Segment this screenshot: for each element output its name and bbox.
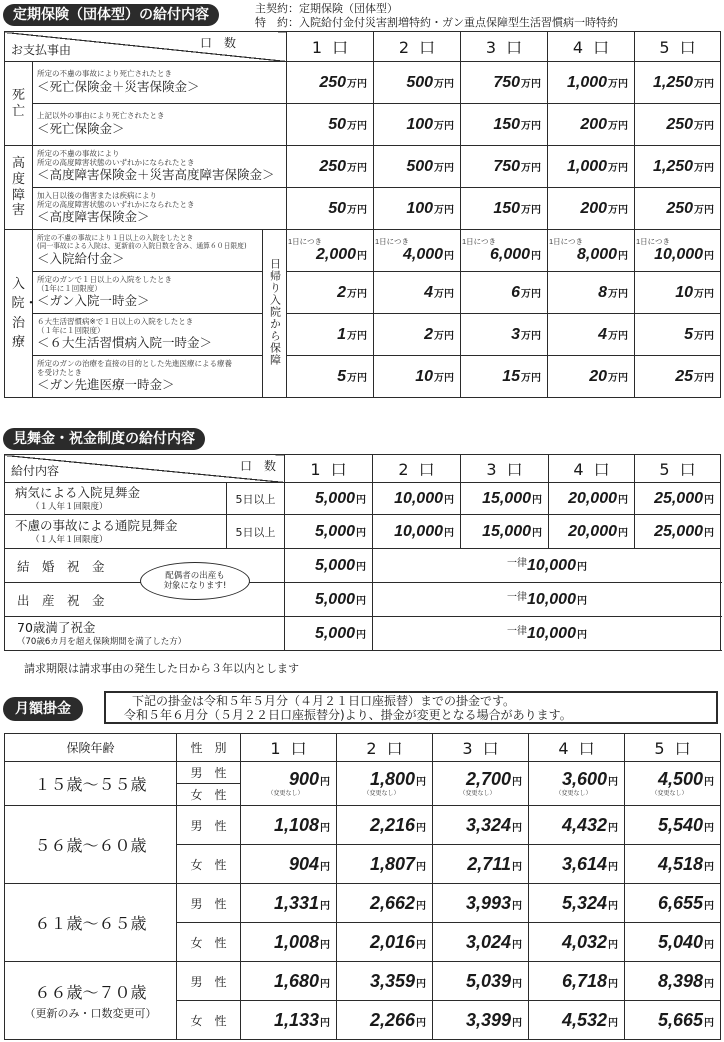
value-cell: 15万円 xyxy=(461,356,548,398)
col-header: 4口 xyxy=(529,734,625,762)
value-cell: 5,665円 xyxy=(625,1001,721,1040)
female-label: 女 性 xyxy=(177,1001,241,1040)
value-cell: 2,662円 xyxy=(337,884,433,923)
value-cell: 1日につき 6,000円 xyxy=(461,230,548,272)
gift-label: 病気による入院見舞金 xyxy=(15,485,141,500)
col-header: 2口 xyxy=(337,734,433,762)
value-cell: 100万円 xyxy=(374,104,461,146)
row-desc: 加入日以後の傷害または疾病により 所定の高度障害状態のいずれかになられたとき xyxy=(37,191,195,209)
col-header: 5口 xyxy=(635,455,721,483)
value-cell: 10万円 xyxy=(374,356,461,398)
row-desc: ６大生活習慣病※で１日以上の入院をしたとき （１年に１回限度） xyxy=(37,317,194,335)
value-cell: 100万円 xyxy=(374,188,461,230)
premium-row xyxy=(5,884,721,923)
group-death xyxy=(5,62,33,146)
value-cell: 4,500円 （変更なし） xyxy=(625,762,721,806)
value-cell: 1,807円 xyxy=(337,845,433,884)
value-cell: 25,000円 xyxy=(635,515,721,549)
value-cell: 150万円 xyxy=(461,104,548,146)
row-name: ＜死亡保険金＋災害保険金＞ xyxy=(37,79,200,94)
female-label: 女 性 xyxy=(177,923,241,962)
row-desc: 上記以外の事由により死亡されたとき xyxy=(37,111,165,121)
value-cell: 1,800円 （変更なし） xyxy=(337,762,433,806)
value-cell: 4万円 xyxy=(374,272,461,314)
benefit-header-row xyxy=(5,32,721,62)
claim-deadline-note: 請求期限は請求事由の発生した日から３年以内とします xyxy=(24,662,299,675)
age-group xyxy=(5,962,177,1040)
value-cell: 2,216円 xyxy=(337,806,433,845)
age-group: ６１歳～６５歳 xyxy=(5,884,177,962)
section1-title: 定期保険（団体型）の給付内容 xyxy=(3,4,219,26)
premium-row xyxy=(5,806,721,845)
value-cell: 250万円 xyxy=(635,104,721,146)
value-cell: 8,398円 xyxy=(625,962,721,1001)
benefit-row xyxy=(5,314,721,356)
value-cell: 3,024円 xyxy=(433,923,529,962)
value-cell: 200万円 xyxy=(548,104,635,146)
value-cell: 1,108円 xyxy=(241,806,337,845)
gift-table xyxy=(4,454,721,651)
benefit-row xyxy=(5,356,721,398)
value-cell: 1,250万円 xyxy=(635,146,721,188)
daytrip-note: 日帰り入院から保障 xyxy=(268,257,282,366)
value-cell: 3,359円 xyxy=(337,962,433,1001)
value-cell: 500万円 xyxy=(374,146,461,188)
value-cell: 250万円 xyxy=(635,188,721,230)
row-name: ＜高度障害保険金＋災害高度障害保険金＞ xyxy=(37,167,275,183)
gift-row xyxy=(5,617,721,651)
value-cell: 1日につき 4,000円 xyxy=(374,230,461,272)
col-header: 2口 xyxy=(373,455,461,483)
group-hospital xyxy=(5,230,38,398)
value-cell: 2,266円 xyxy=(337,1001,433,1040)
row-desc: 所定のガンの治療を直接の目的とした先進医療による療養 を受けたとき xyxy=(37,359,232,377)
gift-label: 不慮の事故による通院見舞金 xyxy=(15,518,178,533)
value-cell: 250万円 xyxy=(287,146,374,188)
col-header: 5口 xyxy=(625,734,721,762)
value-cell: 1日につき 10,000円 xyxy=(635,230,721,272)
row-name: ＜死亡保険金＞ xyxy=(37,121,125,136)
flat-value-cell: $^{一律}$10,000円 xyxy=(373,617,721,651)
value-cell: 1,008円 xyxy=(241,923,337,962)
value-cell: 1万円 xyxy=(287,314,374,356)
benefit-row xyxy=(5,272,721,314)
value-cell: 500万円 xyxy=(374,62,461,104)
row-name: ＜６大生活習慣病入院一時金＞ xyxy=(37,335,213,351)
header-diagonal-cell xyxy=(5,455,285,483)
col-header: 1口 xyxy=(241,734,337,762)
daytrip-cell xyxy=(263,230,287,398)
gift-cond: 5日以上 xyxy=(227,483,285,515)
value-cell: 5,000円 xyxy=(285,583,373,617)
contract-main: 主契約：定期保険（団体型） xyxy=(255,2,398,15)
value-cell: 750万円 xyxy=(461,62,548,104)
value-cell: 1,000万円 xyxy=(548,62,635,104)
value-cell: 50万円 xyxy=(287,104,374,146)
age-group: １５歳～５５歳 xyxy=(5,762,177,806)
benefit-row xyxy=(5,62,721,104)
contract-rider: 特 約：入院給付金付災害割増特約・ガン重点保障型生活習慣病一時特約 xyxy=(255,16,618,29)
value-cell: 15,000円 xyxy=(461,515,549,549)
value-cell: 5,540円 xyxy=(625,806,721,845)
female-label: 女 性 xyxy=(177,845,241,884)
value-cell: 1,250万円 xyxy=(635,62,721,104)
value-cell: 2,711円 xyxy=(433,845,529,884)
units-label: 口 数 xyxy=(200,36,237,50)
row-desc: 所定の不慮の事故により 所定の高度障害状態のいずれかになられたとき xyxy=(37,149,195,167)
premium-notice-line1: 下記の掛金は令和５年５月分（４月２１日口座振替）までの掛金です。 xyxy=(132,694,516,708)
value-cell: 3,993円 xyxy=(433,884,529,923)
col-header: 4口 xyxy=(549,455,635,483)
male-label: 男 性 xyxy=(177,806,241,845)
col-header: 4口 xyxy=(548,32,635,62)
value-cell: 6,655円 xyxy=(625,884,721,923)
row-name: ＜ガン入院一時金＞ xyxy=(37,293,150,309)
value-cell: 750万円 xyxy=(461,146,548,188)
value-cell: 2,016円 xyxy=(337,923,433,962)
value-cell: 904円 xyxy=(241,845,337,884)
value-cell: 1日につき 8,000円 xyxy=(548,230,635,272)
benefit-row xyxy=(5,146,721,188)
value-cell: 4万円 xyxy=(548,314,635,356)
premium-table xyxy=(4,733,721,1040)
row-name: ＜高度障害保険金＞ xyxy=(37,209,150,225)
group-hospital-label: 入院・治療 xyxy=(11,276,38,350)
male-label: 男 性 xyxy=(177,762,241,784)
value-cell: 10,000円 xyxy=(373,483,461,515)
row-name: ＜ガン先進医療一時金＞ xyxy=(37,377,175,393)
value-cell: 2万円 xyxy=(374,314,461,356)
gift-row xyxy=(5,483,721,515)
value-cell: 1,331円 xyxy=(241,884,337,923)
value-cell: 2万円 xyxy=(287,272,374,314)
value-cell: 5万円 xyxy=(635,314,721,356)
value-cell: 5万円 xyxy=(287,356,374,398)
value-cell: 15,000円 xyxy=(461,483,549,515)
value-cell: 200万円 xyxy=(548,188,635,230)
col-header: 2口 xyxy=(374,32,461,62)
gift-sub: （１人年１回限度） xyxy=(31,502,108,512)
payment-reason-label: お支払事由 xyxy=(11,43,72,57)
gift-row xyxy=(5,515,721,549)
age-group-note: （更新のみ・口数変更可） xyxy=(24,1007,157,1020)
header-diagonal-cell xyxy=(5,32,287,62)
gift-content-label: 給付内容 xyxy=(11,464,60,478)
premium-notice-line2: 令和５年６月分（５月２２日口座振替分)より、掛金が変更となる場合があります。 xyxy=(124,708,572,722)
sex-header: 性 別 xyxy=(177,734,241,762)
male-label: 男 性 xyxy=(177,884,241,923)
value-cell: 1,133円 xyxy=(241,1001,337,1040)
value-cell: 4,518円 xyxy=(625,845,721,884)
gift-label: 70歳満了祝金 xyxy=(17,620,96,635)
col-header: 5口 xyxy=(635,32,721,62)
gift-sub: （70歳6カ月を超え保険期間を満了した方） xyxy=(17,637,187,647)
value-cell: 5,000円 xyxy=(285,515,373,549)
premium-row xyxy=(5,762,721,784)
value-cell: 4,532円 xyxy=(529,1001,625,1040)
gift-row xyxy=(5,583,721,617)
col-header: 1口 xyxy=(285,455,373,483)
value-cell: 1,680円 xyxy=(241,962,337,1001)
value-cell: 2,700円 （変更なし） xyxy=(433,762,529,806)
value-cell: 3,600円 （変更なし） xyxy=(529,762,625,806)
row-desc: 所定の不慮の事故により死亡されたとき xyxy=(37,69,172,79)
value-cell: 6,718円 xyxy=(529,962,625,1001)
col-header: 3口 xyxy=(461,455,549,483)
value-cell: 5,040円 xyxy=(625,923,721,962)
benefit-row xyxy=(5,230,721,272)
value-cell: 3,399円 xyxy=(433,1001,529,1040)
value-cell: 250万円 xyxy=(287,62,374,104)
value-cell: 4,432円 xyxy=(529,806,625,845)
value-cell: 10万円 xyxy=(635,272,721,314)
benefit-table xyxy=(4,31,721,398)
group-death-label: 死亡 xyxy=(11,87,25,119)
value-cell: 5,000円 xyxy=(285,483,373,515)
row-desc: 所定の不慮の事故により１日以上の入院をしたとき (同一事故による入院は、更新前の入院日数を含み、通算６０日限度) xyxy=(37,233,247,250)
col-header: 1口 xyxy=(287,32,374,62)
flat-value-cell: $^{一律}$10,000円 xyxy=(373,583,721,617)
gift-header-row xyxy=(5,455,721,483)
row-desc: 所定のガンで１日以上の入院をしたとき （1年に１回限度） xyxy=(37,275,172,293)
premium-header-row xyxy=(5,734,721,762)
value-cell: 25,000円 xyxy=(635,483,721,515)
value-cell: 900円 （変更なし） xyxy=(241,762,337,806)
group-disability xyxy=(5,146,33,230)
group-disability-label: 高度障害 xyxy=(11,156,25,219)
value-cell: 5,000円 xyxy=(285,617,373,651)
col-header: 3口 xyxy=(433,734,529,762)
value-cell: 3万円 xyxy=(461,314,548,356)
section3-title: 月額掛金 xyxy=(3,697,83,721)
gift-label: 出 産 祝 金 xyxy=(5,583,285,617)
gift-label: 結 婚 祝 金 xyxy=(5,549,285,583)
value-cell: 20,000円 xyxy=(549,483,635,515)
benefit-row xyxy=(5,188,721,230)
premium-notice-box xyxy=(104,691,718,724)
units-label: 口 数 xyxy=(239,459,276,473)
col-header: 3口 xyxy=(461,32,548,62)
benefit-row xyxy=(5,104,721,146)
value-cell: 25万円 xyxy=(635,356,721,398)
spouse-birth-balloon: 配偶者の出産も 対象になります! xyxy=(140,562,250,600)
value-cell: 10,000円 xyxy=(373,515,461,549)
value-cell: 5,000円 xyxy=(285,549,373,583)
age-header: 保険年齢 xyxy=(5,734,177,762)
value-cell: 4,032円 xyxy=(529,923,625,962)
female-label: 女 性 xyxy=(177,784,241,806)
age-group-label: ６６歳～７０歳 xyxy=(34,983,147,1002)
value-cell: 3,614円 xyxy=(529,845,625,884)
value-cell: 6万円 xyxy=(461,272,548,314)
value-cell: 8万円 xyxy=(548,272,635,314)
value-cell: 3,324円 xyxy=(433,806,529,845)
section2-title: 見舞金・祝金制度の給付内容 xyxy=(3,428,205,450)
value-cell: 50万円 xyxy=(287,188,374,230)
value-cell: 5,324円 xyxy=(529,884,625,923)
age-group: ５６歳～６０歳 xyxy=(5,806,177,884)
premium-row xyxy=(5,962,721,1001)
gift-cond: 5日以上 xyxy=(227,515,285,549)
gift-sub: （１人年１回限度） xyxy=(31,535,108,545)
value-cell: 150万円 xyxy=(461,188,548,230)
value-cell: 20万円 xyxy=(548,356,635,398)
gift-row xyxy=(5,549,721,583)
value-cell: 1日につき 2,000円 xyxy=(287,230,374,272)
row-name: ＜入院給付金＞ xyxy=(37,250,125,266)
value-cell: 1,000万円 xyxy=(548,146,635,188)
value-cell: 5,039円 xyxy=(433,962,529,1001)
value-cell: 20,000円 xyxy=(549,515,635,549)
flat-value-cell: $^{一律}$10,000円 xyxy=(373,549,721,583)
male-label: 男 性 xyxy=(177,962,241,1001)
